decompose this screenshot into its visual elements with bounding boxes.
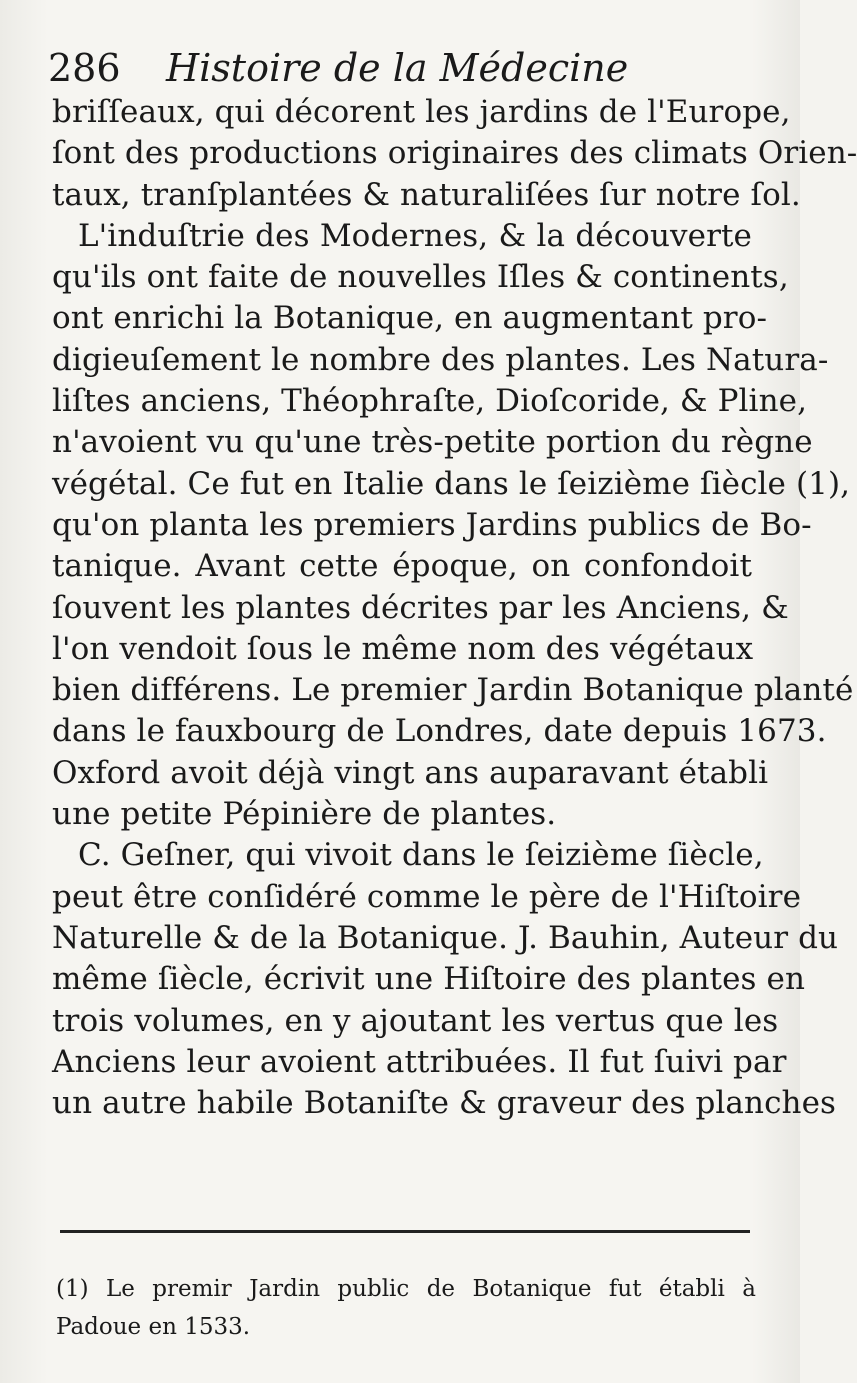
text-line: un autre habile Botaniſte & graveur des planches [52,1085,837,1122]
text-line: trois volumes, en y ajoutant les vertus que les [52,1002,779,1039]
footnote-line: (1) Le premir Jardin public de Botanique fut établi à [56,1276,756,1302]
text-line: taux, tranſplantées & naturaliſées ſur notre ſol. [52,176,801,213]
running-title: Histoire de la Médecine [166,46,629,90]
text-line: ſont des productions originaires des climats Orien- [52,135,857,172]
page-header [48,40,768,96]
text-line: briſſeaux, qui décorent les jardins de l'Europe, [52,94,791,130]
text-line: Oxford avoit déjà vingt ans auparavant établi [52,754,769,791]
text-line: n'avoient vu qu'une très-petite portion du règne [52,424,813,461]
text-line: Naturelle & de la Botanique. J. Bauhin, Auteur du [52,919,839,956]
footnote-divider [60,1230,750,1233]
text-line: dans le fauxbourg de Londres, date depuis 1673. [52,713,827,750]
text-line: ſouvent les plantes décrites par les Anciens, & [52,589,789,626]
text-line: tanique. Avant cette époque, on confondoit [52,548,752,585]
text-line: digieuſement le nombre des plantes. Les Natura- [52,341,829,378]
text-line: bien différens. Le premier Jardin Botanique planté [52,672,854,709]
body-text [52,92,857,1124]
text-line: végétal. Ce fut en Italie dans le ſeizième ſiècle (1), [52,465,851,502]
footnote-line: Padoue en 1533. [56,1314,251,1340]
text-line: C. Geſner, qui vivoit dans le ſeizième ſiècle, [78,837,764,874]
text-line: même ſiècle, écrivit une Hiſtoire des plantes en [52,961,806,998]
text-line: qu'on planta les premiers Jardins publics de Bo- [52,506,812,543]
text-line: une petite Pépinière de plantes. [52,796,557,833]
page-number: 286 [48,46,121,90]
text-line: l'on vendoit ſous le même nom des végétaux [52,630,754,667]
footnote [56,1270,756,1346]
text-line: L'induſtrie des Modernes, & la découverte [78,217,752,254]
text-line: liſtes anciens, Théophraſte, Dioſcoride, & Pline, [52,383,808,420]
text-line: peut être conſidéré comme le père de l'Hiſtoire [52,878,802,915]
text-line: Anciens leur avoient attribuées. Il fut ſuivi par [52,1043,787,1080]
text-line: qu'ils ont faite de nouvelles Iſles & continents, [52,259,789,296]
text-line: ont enrichi la Botanique, en augmentant pro- [52,300,768,337]
